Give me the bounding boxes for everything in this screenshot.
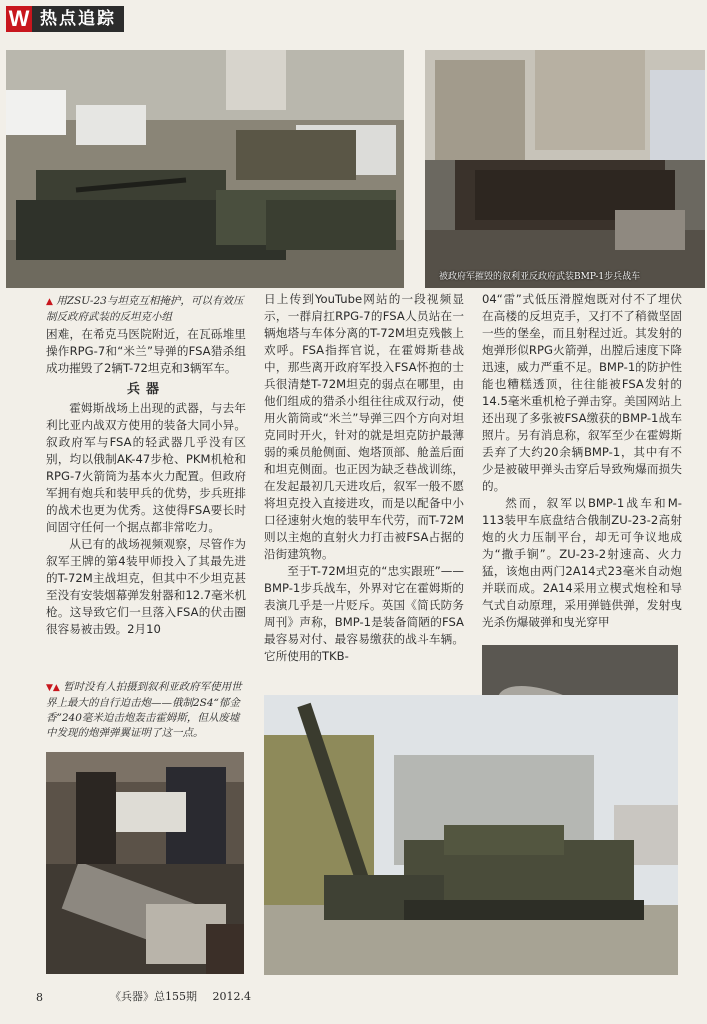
text-column-1 — [46, 326, 246, 638]
caption-marker-up: ▲ — [46, 297, 53, 307]
column3-paragraph-2: 然而，叙军以BMP-1战车和M-113装甲车底盘结合俄制ZU-23-2高射炮的火力压制平台，却无可争议地成为“撒手锏”。ZU-23-2射速高、火力猛，该炮由两门2A14式23毫米自动炮并联而成。2A14采用立楔式炮栓和导气式自动原理，采用弹链供弹，发射曳光杀伤爆破弹和曳光穿甲 — [482, 496, 682, 629]
caption-mortar — [46, 680, 246, 741]
issue-date: 2012.4 — [212, 990, 251, 1003]
text-column-2 — [264, 291, 464, 665]
magazine-issue — [110, 988, 251, 1004]
caption-mortar-text: 暂时没有人拍摄到叙利亚政府军使用世界上最大的自行迫击炮——俄制2S4“郁金香”240毫米迫击炮轰击霍姆斯，但从废墟中发现的炮弹弹翼证明了这一点。 — [46, 681, 242, 739]
caption-tanks — [46, 294, 246, 325]
photo-fighters-with-fins — [46, 752, 244, 864]
column1-paragraph-2: 从已有的战场视频观察，尽管作为叙军王牌的第4装甲师投入了其最先进的T-72M主战坦克，但其中不少坦克甚至没有安装烟幕弹发射器和12.7毫米机枪。这导致它们一旦落入FSA的伏击圈很容易被击毁。2月10 — [46, 537, 246, 636]
column2-paragraph-2: 至于T-72M坦克的“忠实跟班”——BMP-1步兵战车，外界对它在霍姆斯的表演几乎是一片贬斥。英国《简氏防务周刊》声称，BMP-1是装备简陋的FSA最容易对付、最容易缴获的战斗车辆。它所使用的TKB- — [264, 564, 464, 663]
photo-caption-overlay: 被政府军摧毁的叙利亚反政府武装BMP-1步兵战车 — [439, 272, 641, 282]
section-logo: W — [6, 6, 32, 32]
caption-tanks-text: 用ZSU-23与坦克互相掩护，可以有效压制反政府武装的反坦克小组 — [46, 295, 244, 323]
2s4-mortar-image — [264, 695, 678, 975]
destroyed-bmp-image — [425, 50, 705, 288]
column1-paragraph-continued: 困难，在希克马医院附近，在瓦砾堆里操作RPG-7和“米兰”导弹的FSA猎杀组成功摧毁了2辆T-72坦克和3辆军车。 — [46, 327, 246, 375]
column2-paragraph-continued: 日上传到YouTube网站的一段视频显示，一群肩扛RPG-7的FSA人员站在一辆炮塔与车体分离的T-72M坦克残骸上欢呼。FSA指挥官说，在霍姆斯巷战中，那些离开政府军投入FSA怀抱的士兵很清楚T-72M坦克的弱点在哪里，由他们组成的猎杀小组往往成双行动，使用火箭筒或“米兰”导弹三四个方向对坦克同时开火，针对的就是坦克防护最薄弱的乘员舱侧面、炮塔顶部、舱盖后面和坦克侧面。也正因为缺乏巷战训练，在发起最初几天进攻后，叙军一般不愿将坦克投入直接进攻，而是以配备中小口径速射火炮的装甲车代劳，而T-72M则以主炮的直射火力打击被FSA占据的沿街建筑物。 — [264, 292, 464, 561]
section-heading-weapons: 兵器 — [126, 382, 165, 397]
shell-fins-image — [46, 864, 244, 974]
caption-marker-down-up: ▼▲ — [46, 683, 60, 693]
photo-destroyed-bmp — [425, 50, 705, 288]
tanks-street-image — [6, 50, 404, 288]
photo-shell-fins — [46, 864, 244, 974]
section-title: 热点追踪 — [32, 6, 124, 32]
photo-2s4-mortar — [264, 695, 678, 975]
column1-paragraph-1: 霍姆斯战场上出现的武器，与去年利比亚内战双方使用的装备大同小异。叙政府军与FSA的轻武器几乎没有区别，均以俄制AK-47步枪、PKM机枪和RPG-7火箭筒为基本火力配置。但政府军拥有炮兵和装甲兵的优势，步兵班排的战术也更为优秀。这使得FSA要长时间固守任何一个据点都非常吃力。 — [46, 401, 246, 534]
magazine-name: 《兵器》总155期 — [110, 990, 197, 1003]
text-column-3 — [482, 291, 682, 631]
photo-tanks-street — [6, 50, 404, 288]
column3-paragraph-continued: 04“雷”式低压滑膛炮既对付不了埋伏在高楼的反坦克手，又打不了稍微坚固一些的堡垒，而且射程过近。其发射的炮弹形似RPG火箭弹，出膛后速度下降迅速，威力严重不足。BMP-1的防护性能也糟糕透顶，往往能被FSA发射的14.5毫米重机枪子弹击穿。美国网站上还出现了多张被FSA缴获的BMP-1战车照片。另有消息称，叙军至少在霍姆斯丢弃了大约20余辆BMP-1，其中有不少是被破甲弹头击穿后导致殉爆而损失的。 — [482, 292, 682, 493]
page-number: 8 — [36, 991, 43, 1004]
fighters-image — [46, 752, 244, 864]
section-header — [6, 4, 124, 34]
